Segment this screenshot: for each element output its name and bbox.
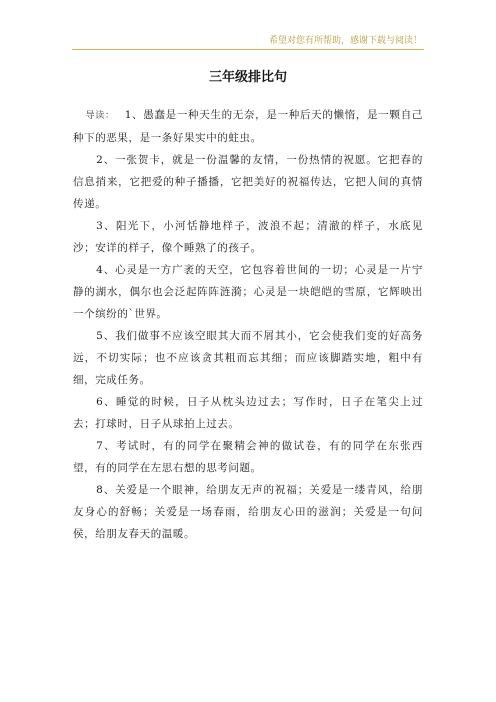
paragraph-6: 6、睡觉的时候，日子从枕头边过去；写作时，日子在笔尖上过去；打球时，日子从球拍上过去。	[73, 396, 423, 430]
paragraph-4: 4、心灵是一方广袤的天空，它包容着世间的一切；心灵是一片宁静的湖水，偶尔也会泛起阵阵涟漪；心灵是一块皑皑的雪原，它辉映出一个缤纷的`世界。	[73, 264, 423, 320]
paragraph-1	[73, 104, 423, 149]
paragraph-7: 7、考试时，有的同学在聚精会神的做试卷，有的同学在东张西望，有的同学在左思右想的思考问题。	[73, 440, 423, 474]
paragraph-1-text: 1、愚蠢是一种天生的无奈，是一种后天的懒惰，是一颗自己种下的恶果，是一条好果实中的蛀虫。	[73, 109, 423, 144]
paragraph-5: 5、我们做事不应该空眼其大而不屑其小，它会使我们变的好高务远，不切实际；也不应该贪其粗而忘其细；而应该脚踏实地，粗中有细，完成任务。	[73, 330, 423, 386]
document-body	[73, 104, 423, 545]
header-note: 希望对您有所帮助，感谢下载与阅读！	[268, 36, 422, 46]
lead-label: 导读：	[85, 111, 115, 121]
paragraph-8: 8、关爱是一个眼神，给朋友无声的祝福；关爱是一缕青风，给朋友身心的舒畅；关爱是一场春雨，给朋友心田的滋润；关爱是一句问侯，给朋友春天的温暖。	[73, 484, 423, 540]
paragraph-2: 2、一张贺卡，就是一份温馨的友情，一份热情的祝愿。它把春的信息捎来，它把爱的种子播播，它把美好的祝福传达，它把人间的真情传递。	[73, 154, 423, 210]
page-title: 三年级排比句	[208, 70, 287, 85]
header-divider	[72, 49, 424, 50]
paragraph-3: 3、阳光下，小河恬静地样子，波浪不起；清澈的样子，水底见沙；安详的样子，像个睡熟了的孩子。	[73, 220, 423, 254]
